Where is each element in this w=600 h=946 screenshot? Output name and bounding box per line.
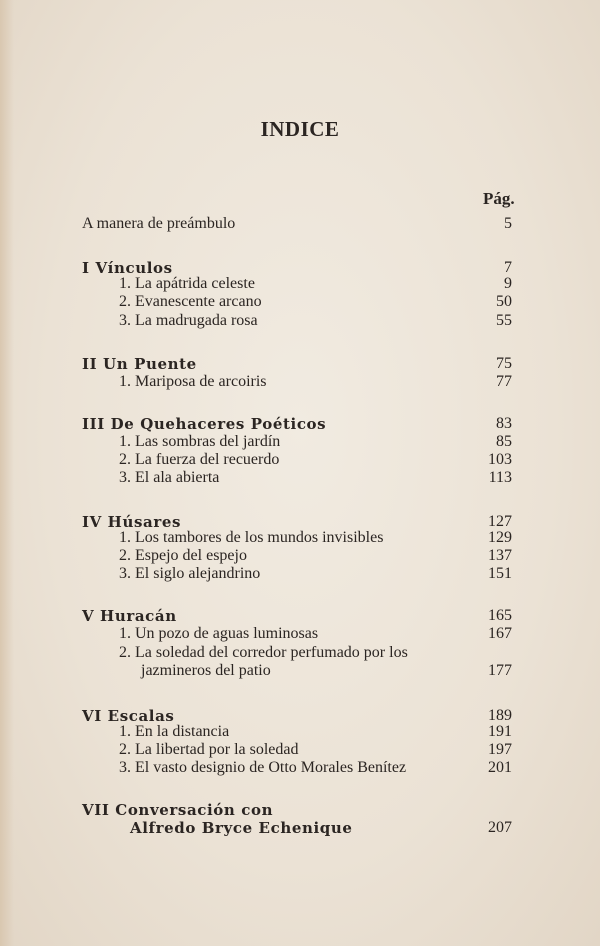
toc-entry-page-number: 207 (488, 819, 512, 836)
toc-entry (0, 214, 600, 234)
toc-entry-title: 2. La soledad del corredor perfumado por los (119, 644, 408, 661)
toc-entry-title: 3. La madrugada rosa (119, 312, 258, 329)
toc-entry (0, 274, 600, 294)
toc-entry (0, 372, 600, 392)
toc-entry-title: 2. Espejo del espejo (119, 547, 247, 564)
toc-entry-title: 2. Evanescente arcano (119, 293, 262, 310)
toc-entry-page-number: 189 (488, 707, 512, 724)
toc-entry-page-number: 137 (488, 547, 512, 564)
toc-entry-title: 1. Un pozo de aguas luminosas (119, 625, 319, 642)
toc-entry-page-number: 55 (496, 312, 512, 329)
toc-entry-title: 3. El ala abierta (119, 469, 220, 486)
toc-entry (0, 468, 600, 488)
toc-entry-title: I Vínculos (82, 259, 173, 277)
toc-entry-page-number: 5 (504, 215, 512, 232)
toc-entry-page-number: 77 (496, 373, 512, 390)
toc-entry-page-number: 165 (488, 607, 512, 624)
toc-entry (0, 450, 600, 470)
toc-entry-title: 2. La fuerza del recuerdo (119, 451, 280, 468)
toc-entry (0, 546, 600, 566)
toc-entry-page-number: 127 (488, 513, 512, 530)
page-column-label: Pág. (483, 189, 515, 208)
toc-entry-page-number: 85 (496, 433, 512, 450)
toc-entry (0, 758, 600, 778)
toc-entry-page-number: 50 (496, 293, 512, 310)
toc-entry-title: jazmineros del patio (141, 662, 271, 679)
toc-entry-page-number: 129 (488, 529, 512, 546)
toc-section (0, 800, 600, 820)
toc-entry (0, 740, 600, 760)
toc-entry (0, 432, 600, 452)
toc-entry-title: 1. Los tambores de los mundos invisibles (119, 529, 384, 546)
toc-entry-page-number: 177 (488, 662, 512, 679)
toc-entry-title: V Huracán (82, 607, 177, 625)
toc-entry-title: II Un Puente (82, 355, 197, 373)
toc-entry (0, 311, 600, 331)
toc-entry-page-number: 191 (488, 723, 512, 740)
toc-entry-title: 1. En la distancia (119, 723, 230, 740)
toc-entry (0, 661, 600, 681)
toc-entry-page-number: 197 (488, 741, 512, 758)
toc-entry-title: 1. Mariposa de arcoiris (119, 373, 267, 390)
toc-entry-title: 1. Las sombras del jardín (119, 433, 281, 450)
toc-entry-page-number: 7 (504, 259, 512, 276)
toc-section (0, 354, 600, 374)
toc-section (0, 606, 600, 626)
toc-entry (0, 528, 600, 548)
toc-entry-title: 3. El vasto designio de Otto Morales Benítez (119, 759, 407, 776)
toc-entry-title: VI Escalas (82, 707, 175, 725)
toc-entry-page-number: 151 (488, 565, 512, 582)
toc-entry-page-number: 113 (488, 469, 512, 486)
toc-entry-title: Alfredo Bryce Echenique (130, 819, 353, 837)
toc-entry-page-number: 75 (496, 355, 512, 372)
toc-entry (0, 624, 600, 644)
toc-entry-title: 3. El siglo alejandrino (119, 565, 261, 582)
toc-entry-page-number: 83 (496, 415, 512, 432)
toc-entry (0, 643, 600, 663)
toc-entry-title: 2. La libertad por la soledad (119, 741, 299, 758)
page-title: INDICE (260, 117, 340, 141)
toc-entry-title: VII Conversación con (82, 801, 274, 819)
toc-section (0, 818, 600, 838)
toc-entry (0, 722, 600, 742)
toc-entry-title: IV Húsares (82, 513, 182, 531)
toc-section (0, 414, 600, 434)
toc-entry (0, 292, 600, 312)
toc-entry-page-number: 9 (504, 275, 512, 292)
toc-entry-page-number: 167 (488, 625, 512, 642)
toc-entry-title: 1. La apátrida celeste (119, 275, 255, 292)
toc-entry-title: A manera de preámbulo (82, 215, 236, 232)
toc-entry (0, 564, 600, 584)
toc-entry-title: III De Quehaceres Poéticos (82, 415, 327, 433)
toc-entry-page-number: 201 (488, 759, 512, 776)
toc-entry-page-number: 103 (488, 451, 512, 468)
